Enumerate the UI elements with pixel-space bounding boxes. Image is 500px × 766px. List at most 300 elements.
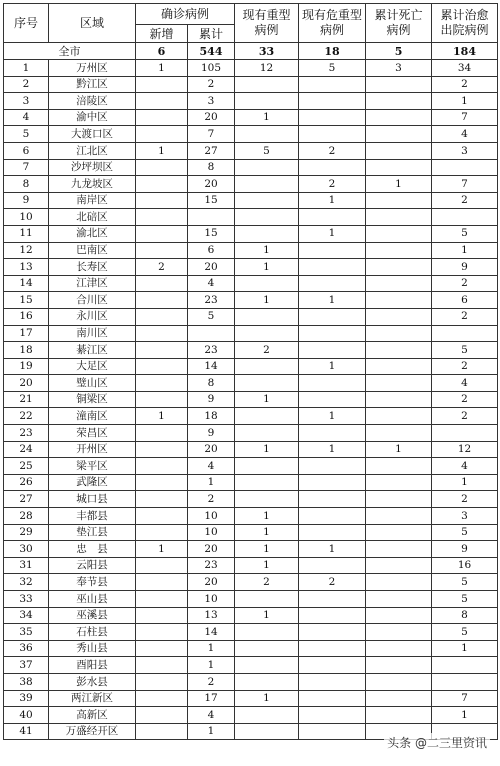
cell-district: 大渡口区 xyxy=(49,126,136,143)
cell-index: 13 xyxy=(4,259,49,276)
cell-index: 2 xyxy=(4,76,49,93)
cell-discharged: 7 xyxy=(432,690,498,707)
cell-severe xyxy=(235,159,299,176)
cell-new xyxy=(136,126,188,143)
cell-new xyxy=(136,707,188,724)
cell-discharged: 1 xyxy=(432,474,498,491)
cell-critical xyxy=(299,425,366,442)
table-row xyxy=(4,591,498,608)
cell-index: 39 xyxy=(4,690,49,707)
cell-index: 17 xyxy=(4,325,49,342)
cell-discharged: 2 xyxy=(432,358,498,375)
cell-cumulative xyxy=(188,209,235,226)
cell-deaths xyxy=(366,209,432,226)
cell-cumulative: 15 xyxy=(188,225,235,242)
cell-deaths xyxy=(366,690,432,707)
cell-critical xyxy=(299,458,366,475)
cell-index: 23 xyxy=(4,425,49,442)
cell-new xyxy=(136,159,188,176)
cell-cumulative: 4 xyxy=(188,275,235,292)
cell-district: 铜梁区 xyxy=(49,391,136,408)
cell-severe: 1 xyxy=(235,557,299,574)
watermark: 头条 @二三里资讯 xyxy=(384,733,490,752)
cell-critical xyxy=(299,375,366,392)
cell-index: 10 xyxy=(4,209,49,226)
total-discharged: 184 xyxy=(432,43,498,60)
table-row xyxy=(4,192,498,209)
header-confirmed: 确诊病例 xyxy=(136,4,235,25)
cell-district: 荣昌区 xyxy=(49,425,136,442)
cell-severe: 1 xyxy=(235,292,299,309)
cell-deaths xyxy=(366,342,432,359)
cell-district: 南川区 xyxy=(49,325,136,342)
cell-discharged xyxy=(432,657,498,674)
cell-new xyxy=(136,474,188,491)
cell-new xyxy=(136,375,188,392)
cell-district: 彭水县 xyxy=(49,673,136,690)
cell-deaths xyxy=(366,76,432,93)
cell-district: 黔江区 xyxy=(49,76,136,93)
cell-critical: 1 xyxy=(299,192,366,209)
cell-deaths xyxy=(366,93,432,110)
cell-severe: 12 xyxy=(235,60,299,77)
cell-severe: 1 xyxy=(235,690,299,707)
cell-cumulative: 8 xyxy=(188,159,235,176)
cell-deaths xyxy=(366,292,432,309)
header-deaths: 累计死亡 病例 xyxy=(366,4,432,43)
table-row xyxy=(4,142,498,159)
cell-critical: 5 xyxy=(299,60,366,77)
table-row xyxy=(4,275,498,292)
cell-deaths xyxy=(366,458,432,475)
cell-district: 合川区 xyxy=(49,292,136,309)
header-severe: 现有重型 病例 xyxy=(235,4,299,43)
cell-index: 32 xyxy=(4,574,49,591)
cell-critical xyxy=(299,474,366,491)
cell-new xyxy=(136,441,188,458)
cell-index: 35 xyxy=(4,624,49,641)
cell-discharged: 34 xyxy=(432,60,498,77)
header-district: 区域 xyxy=(49,4,136,43)
cell-deaths xyxy=(366,657,432,674)
cell-index: 5 xyxy=(4,126,49,143)
cell-cumulative xyxy=(188,325,235,342)
cell-cumulative: 2 xyxy=(188,76,235,93)
cell-discharged xyxy=(432,673,498,690)
cell-critical: 2 xyxy=(299,574,366,591)
cell-index: 1 xyxy=(4,60,49,77)
table-row xyxy=(4,474,498,491)
total-deaths: 5 xyxy=(366,43,432,60)
cell-index: 22 xyxy=(4,408,49,425)
cell-severe: 2 xyxy=(235,574,299,591)
cell-deaths xyxy=(366,673,432,690)
cell-severe xyxy=(235,126,299,143)
cell-district: 酉阳县 xyxy=(49,657,136,674)
cell-discharged: 3 xyxy=(432,142,498,159)
cell-district: 石柱县 xyxy=(49,624,136,641)
table-row xyxy=(4,391,498,408)
cell-district: 永川区 xyxy=(49,308,136,325)
cell-index: 25 xyxy=(4,458,49,475)
cell-cumulative: 18 xyxy=(188,408,235,425)
cell-index: 21 xyxy=(4,391,49,408)
table-row xyxy=(4,441,498,458)
cell-new xyxy=(136,557,188,574)
header-index: 序号 xyxy=(4,4,49,43)
cell-severe xyxy=(235,723,299,740)
cell-cumulative: 20 xyxy=(188,574,235,591)
cell-new xyxy=(136,657,188,674)
cell-severe xyxy=(235,491,299,508)
total-new: 6 xyxy=(136,43,188,60)
cell-new xyxy=(136,325,188,342)
cell-deaths xyxy=(366,425,432,442)
cell-deaths xyxy=(366,591,432,608)
cell-district: 北碚区 xyxy=(49,209,136,226)
cell-severe xyxy=(235,408,299,425)
cell-deaths xyxy=(366,109,432,126)
cell-discharged: 2 xyxy=(432,275,498,292)
cell-severe xyxy=(235,209,299,226)
table-row xyxy=(4,159,498,176)
cell-severe: 1 xyxy=(235,259,299,276)
cell-index: 28 xyxy=(4,508,49,525)
table-row xyxy=(4,524,498,541)
cell-deaths xyxy=(366,375,432,392)
cell-index: 19 xyxy=(4,358,49,375)
cell-new xyxy=(136,574,188,591)
cell-deaths: 3 xyxy=(366,60,432,77)
cell-new: 1 xyxy=(136,541,188,558)
cell-district: 武隆区 xyxy=(49,474,136,491)
cell-severe xyxy=(235,425,299,442)
cell-index: 16 xyxy=(4,308,49,325)
cell-index: 3 xyxy=(4,93,49,110)
cell-cumulative: 20 xyxy=(188,541,235,558)
cell-district: 大足区 xyxy=(49,358,136,375)
cell-severe xyxy=(235,358,299,375)
cell-district: 渝北区 xyxy=(49,225,136,242)
cell-district: 綦江区 xyxy=(49,342,136,359)
cell-deaths xyxy=(366,707,432,724)
cell-deaths xyxy=(366,358,432,375)
cell-cumulative: 1 xyxy=(188,640,235,657)
cell-discharged: 3 xyxy=(432,508,498,525)
table-row xyxy=(4,508,498,525)
table-row xyxy=(4,176,498,193)
cell-new xyxy=(136,176,188,193)
cell-index: 41 xyxy=(4,723,49,740)
cell-cumulative: 14 xyxy=(188,358,235,375)
cell-deaths xyxy=(366,308,432,325)
cell-critical xyxy=(299,109,366,126)
cell-cumulative: 10 xyxy=(188,524,235,541)
cell-critical: 1 xyxy=(299,225,366,242)
cell-discharged: 4 xyxy=(432,458,498,475)
cell-deaths xyxy=(366,142,432,159)
table-row xyxy=(4,707,498,724)
cell-cumulative: 7 xyxy=(188,126,235,143)
cell-district: 两江新区 xyxy=(49,690,136,707)
cell-new xyxy=(136,275,188,292)
cell-cumulative: 27 xyxy=(188,142,235,159)
cell-index: 30 xyxy=(4,541,49,558)
cell-severe xyxy=(235,308,299,325)
cell-new xyxy=(136,673,188,690)
cell-district: 巫山县 xyxy=(49,591,136,608)
cell-cumulative: 17 xyxy=(188,690,235,707)
cell-severe xyxy=(235,707,299,724)
cell-severe xyxy=(235,375,299,392)
table-row xyxy=(4,491,498,508)
cell-severe: 2 xyxy=(235,342,299,359)
cell-discharged: 1 xyxy=(432,707,498,724)
table-row xyxy=(4,640,498,657)
cell-index: 33 xyxy=(4,591,49,608)
cell-new: 1 xyxy=(136,408,188,425)
cell-discharged: 5 xyxy=(432,624,498,641)
table-row xyxy=(4,690,498,707)
table-row xyxy=(4,574,498,591)
cell-critical: 1 xyxy=(299,541,366,558)
cell-new xyxy=(136,524,188,541)
cell-district: 万盛经开区 xyxy=(49,723,136,740)
cell-index: 31 xyxy=(4,557,49,574)
cell-index: 37 xyxy=(4,657,49,674)
cell-critical xyxy=(299,391,366,408)
cell-critical xyxy=(299,308,366,325)
cell-severe xyxy=(235,458,299,475)
cell-new xyxy=(136,292,188,309)
cell-index: 26 xyxy=(4,474,49,491)
cell-deaths xyxy=(366,557,432,574)
table-row xyxy=(4,292,498,309)
cell-cumulative: 20 xyxy=(188,441,235,458)
cell-cumulative: 3 xyxy=(188,93,235,110)
cell-new: 1 xyxy=(136,60,188,77)
cell-district: 万州区 xyxy=(49,60,136,77)
cell-severe: 5 xyxy=(235,142,299,159)
cell-deaths xyxy=(366,640,432,657)
cell-index: 15 xyxy=(4,292,49,309)
cell-new xyxy=(136,607,188,624)
total-critical: 18 xyxy=(299,43,366,60)
cell-severe xyxy=(235,93,299,110)
cell-discharged: 8 xyxy=(432,607,498,624)
cell-new xyxy=(136,93,188,110)
cell-discharged xyxy=(432,425,498,442)
cell-severe xyxy=(235,673,299,690)
cell-cumulative: 23 xyxy=(188,557,235,574)
cell-discharged: 5 xyxy=(432,524,498,541)
table-row xyxy=(4,425,498,442)
cell-district: 城口县 xyxy=(49,491,136,508)
cell-deaths xyxy=(366,408,432,425)
cell-severe: 1 xyxy=(235,109,299,126)
cell-deaths xyxy=(366,126,432,143)
cell-discharged: 2 xyxy=(432,76,498,93)
table-row xyxy=(4,342,498,359)
cell-new xyxy=(136,425,188,442)
table-row xyxy=(4,242,498,259)
cell-discharged: 5 xyxy=(432,342,498,359)
header-new: 新增 xyxy=(136,25,188,43)
cell-deaths xyxy=(366,391,432,408)
table-row xyxy=(4,607,498,624)
cell-severe xyxy=(235,657,299,674)
table-row xyxy=(4,259,498,276)
cell-discharged: 2 xyxy=(432,391,498,408)
cell-index: 24 xyxy=(4,441,49,458)
cell-severe xyxy=(235,76,299,93)
cell-discharged: 1 xyxy=(432,640,498,657)
cell-district: 南岸区 xyxy=(49,192,136,209)
cell-deaths xyxy=(366,259,432,276)
cell-cumulative: 10 xyxy=(188,508,235,525)
cell-cumulative: 1 xyxy=(188,723,235,740)
cell-cumulative: 14 xyxy=(188,624,235,641)
cell-critical: 2 xyxy=(299,142,366,159)
cell-district: 忠 县 xyxy=(49,541,136,558)
table-row xyxy=(4,673,498,690)
cell-severe xyxy=(235,624,299,641)
cell-severe: 1 xyxy=(235,508,299,525)
cell-index: 27 xyxy=(4,491,49,508)
cell-cumulative: 4 xyxy=(188,707,235,724)
cell-severe xyxy=(235,176,299,193)
cell-critical xyxy=(299,640,366,657)
header-cumulative: 累计 xyxy=(188,25,235,43)
cell-index: 34 xyxy=(4,607,49,624)
cell-deaths xyxy=(366,491,432,508)
cell-critical xyxy=(299,673,366,690)
cell-new xyxy=(136,342,188,359)
cell-discharged xyxy=(432,325,498,342)
cell-index: 36 xyxy=(4,640,49,657)
cell-discharged: 9 xyxy=(432,259,498,276)
cell-critical: 2 xyxy=(299,176,366,193)
total-severe: 33 xyxy=(235,43,299,60)
cell-cumulative: 20 xyxy=(188,259,235,276)
cell-deaths xyxy=(366,524,432,541)
cell-critical xyxy=(299,259,366,276)
cell-district: 巴南区 xyxy=(49,242,136,259)
cell-deaths xyxy=(366,225,432,242)
cell-deaths xyxy=(366,574,432,591)
cell-new xyxy=(136,242,188,259)
cell-critical xyxy=(299,491,366,508)
cell-deaths xyxy=(366,474,432,491)
cell-deaths xyxy=(366,159,432,176)
cell-index: 7 xyxy=(4,159,49,176)
cell-cumulative: 5 xyxy=(188,308,235,325)
table-row xyxy=(4,126,498,143)
cell-severe xyxy=(235,192,299,209)
cell-index: 9 xyxy=(4,192,49,209)
cell-new xyxy=(136,624,188,641)
cell-discharged: 6 xyxy=(432,292,498,309)
table-row xyxy=(4,358,498,375)
cell-severe xyxy=(235,325,299,342)
cell-deaths: 1 xyxy=(366,176,432,193)
total-cumulative: 544 xyxy=(188,43,235,60)
cell-discharged: 1 xyxy=(432,242,498,259)
cell-deaths xyxy=(366,275,432,292)
cell-district: 开州区 xyxy=(49,441,136,458)
cell-new xyxy=(136,209,188,226)
cell-cumulative: 1 xyxy=(188,657,235,674)
cell-district: 潼南区 xyxy=(49,408,136,425)
cell-critical: 1 xyxy=(299,441,366,458)
cell-district: 长寿区 xyxy=(49,259,136,276)
cell-district: 九龙坡区 xyxy=(49,176,136,193)
cell-critical xyxy=(299,624,366,641)
cell-deaths xyxy=(366,541,432,558)
cell-discharged: 5 xyxy=(432,225,498,242)
cell-severe: 1 xyxy=(235,541,299,558)
cell-deaths xyxy=(366,325,432,342)
cell-district: 云阳县 xyxy=(49,557,136,574)
cell-district: 巫溪县 xyxy=(49,607,136,624)
table-row xyxy=(4,209,498,226)
cell-deaths xyxy=(366,508,432,525)
table-row xyxy=(4,109,498,126)
cell-index: 38 xyxy=(4,673,49,690)
cell-discharged xyxy=(432,159,498,176)
cell-severe xyxy=(235,225,299,242)
header-discharged: 累计治愈 出院病例 xyxy=(432,4,498,43)
cell-new xyxy=(136,192,188,209)
cell-cumulative: 2 xyxy=(188,673,235,690)
table-row xyxy=(4,308,498,325)
table-row xyxy=(4,60,498,77)
cell-critical xyxy=(299,342,366,359)
cell-cumulative: 9 xyxy=(188,425,235,442)
cell-severe: 1 xyxy=(235,607,299,624)
cell-index: 12 xyxy=(4,242,49,259)
cell-discharged: 2 xyxy=(432,308,498,325)
cell-new xyxy=(136,591,188,608)
table-row xyxy=(4,325,498,342)
cell-severe xyxy=(235,474,299,491)
cell-district: 江津区 xyxy=(49,275,136,292)
cell-cumulative: 23 xyxy=(188,342,235,359)
table-row xyxy=(4,76,498,93)
cell-cumulative: 10 xyxy=(188,591,235,608)
cell-new xyxy=(136,109,188,126)
table-row xyxy=(4,93,498,110)
cell-new xyxy=(136,690,188,707)
total-label: 全市 xyxy=(4,43,136,60)
cell-deaths xyxy=(366,192,432,209)
table-row xyxy=(4,541,498,558)
cell-district: 沙坪坝区 xyxy=(49,159,136,176)
cell-new xyxy=(136,308,188,325)
cell-discharged: 12 xyxy=(432,441,498,458)
cell-severe xyxy=(235,640,299,657)
cell-cumulative: 13 xyxy=(188,607,235,624)
table-row xyxy=(4,657,498,674)
cell-discharged: 2 xyxy=(432,491,498,508)
cell-index: 11 xyxy=(4,225,49,242)
cell-new xyxy=(136,358,188,375)
cell-deaths: 1 xyxy=(366,441,432,458)
table-row xyxy=(4,458,498,475)
table-row xyxy=(4,408,498,425)
cell-severe: 1 xyxy=(235,242,299,259)
cell-critical xyxy=(299,209,366,226)
